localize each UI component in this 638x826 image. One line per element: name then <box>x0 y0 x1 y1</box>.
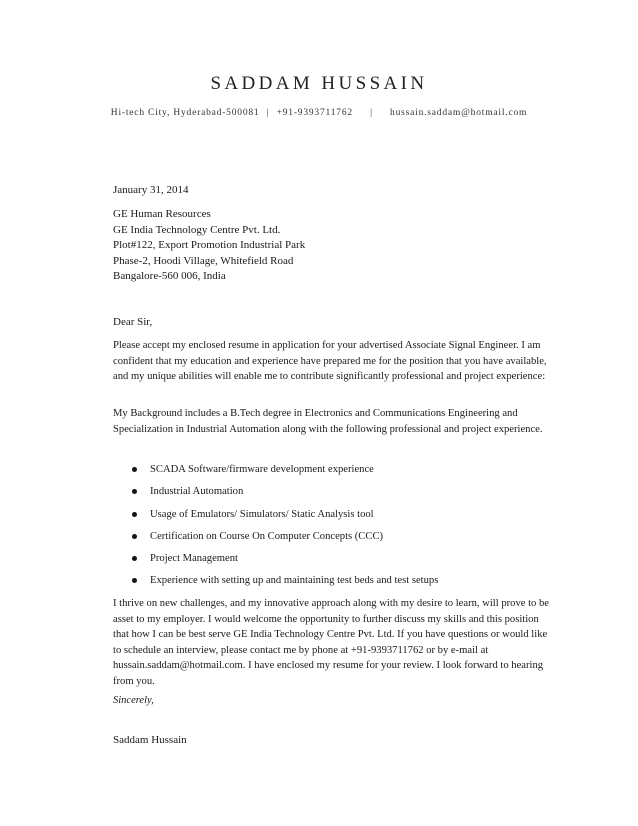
list-item-text: Project Management <box>150 553 238 565</box>
list-item <box>130 484 570 506</box>
recipient-line: Plot#122, Export Promotion Industrial Park <box>113 239 306 252</box>
list-item <box>130 551 570 573</box>
bullet-icon <box>132 534 137 539</box>
letter-date: January 31, 2014 <box>113 184 189 196</box>
list-item <box>130 507 570 529</box>
list-item-text: Usage of Emulators/ Simulators/ Static Analysis tool <box>150 508 374 520</box>
list-item-text: SCADA Software/firmware development experience <box>150 464 374 475</box>
list-item-text: Certification on Course On Computer Concepts (CCC) <box>150 530 384 542</box>
list-item-text: Experience with setting up and maintaining test beds and test setups <box>150 575 439 587</box>
bullet-icon <box>132 578 137 583</box>
recipient-line: GE India Technology Centre Pvt. Ltd. <box>113 223 281 236</box>
bullet-icon <box>132 556 137 561</box>
contact-separator: | <box>266 108 270 118</box>
recipient-address <box>113 207 553 285</box>
contact-email: hussain.saddam@hotmail.com <box>390 108 528 118</box>
list-item <box>130 462 570 484</box>
list-item <box>130 573 570 595</box>
recipient-line: Phase-2, Hoodi Village, Whitefield Road <box>113 254 294 267</box>
paragraph-background: My Background includes a B.Tech degree in Electronics and Communications Engineering and Specialization in Industrial Automation along with the following professional and project experience. <box>113 408 543 435</box>
contact-line <box>0 108 638 118</box>
contact-phone: +91-9393711762 <box>276 108 353 118</box>
list-item-text: Industrial Automation <box>150 486 244 498</box>
signature-name: Saddam Hussain <box>113 734 187 746</box>
experience-list <box>130 462 570 596</box>
bullet-icon <box>132 512 137 517</box>
salutation: Dear Sir, <box>113 316 153 328</box>
recipient-line: Bangalore-560 006, India <box>113 270 226 283</box>
paragraph-intro: Please accept my enclosed resume in application for your advertised Associate Signal Engineer. I am confident that my education and experience have prepared me for the position that you have available, and my unique abilities will enable me to contribute significantly professional and project experience: <box>113 340 547 383</box>
bullet-icon <box>132 489 137 494</box>
contact-location: Hi-tech City, Hyderabad-500081 <box>110 108 260 118</box>
applicant-name: SADDAM HUSSAIN <box>210 73 428 94</box>
contact-separator: | <box>370 108 373 118</box>
list-item <box>130 529 570 551</box>
bullet-icon <box>132 467 137 472</box>
paragraph-closing: I thrive on new challenges, and my innovative approach along with my desire to learn, will prove to be asset to my employer. I would welcome the opportunity to further discuss my skills and this position that how I can be best serve GE India Technology Centre Pvt. Ltd. If you have questions or would like to schedule an interview, please contact me by phone at +91-9393711762 or by e-mail at hussain.saddam@hotmail.com. I have enclosed my resume for your review. I look forward to hearing from you. <box>113 598 549 687</box>
recipient-line: GE Human Resources <box>113 208 211 220</box>
closing: Sincerely, <box>113 695 154 706</box>
